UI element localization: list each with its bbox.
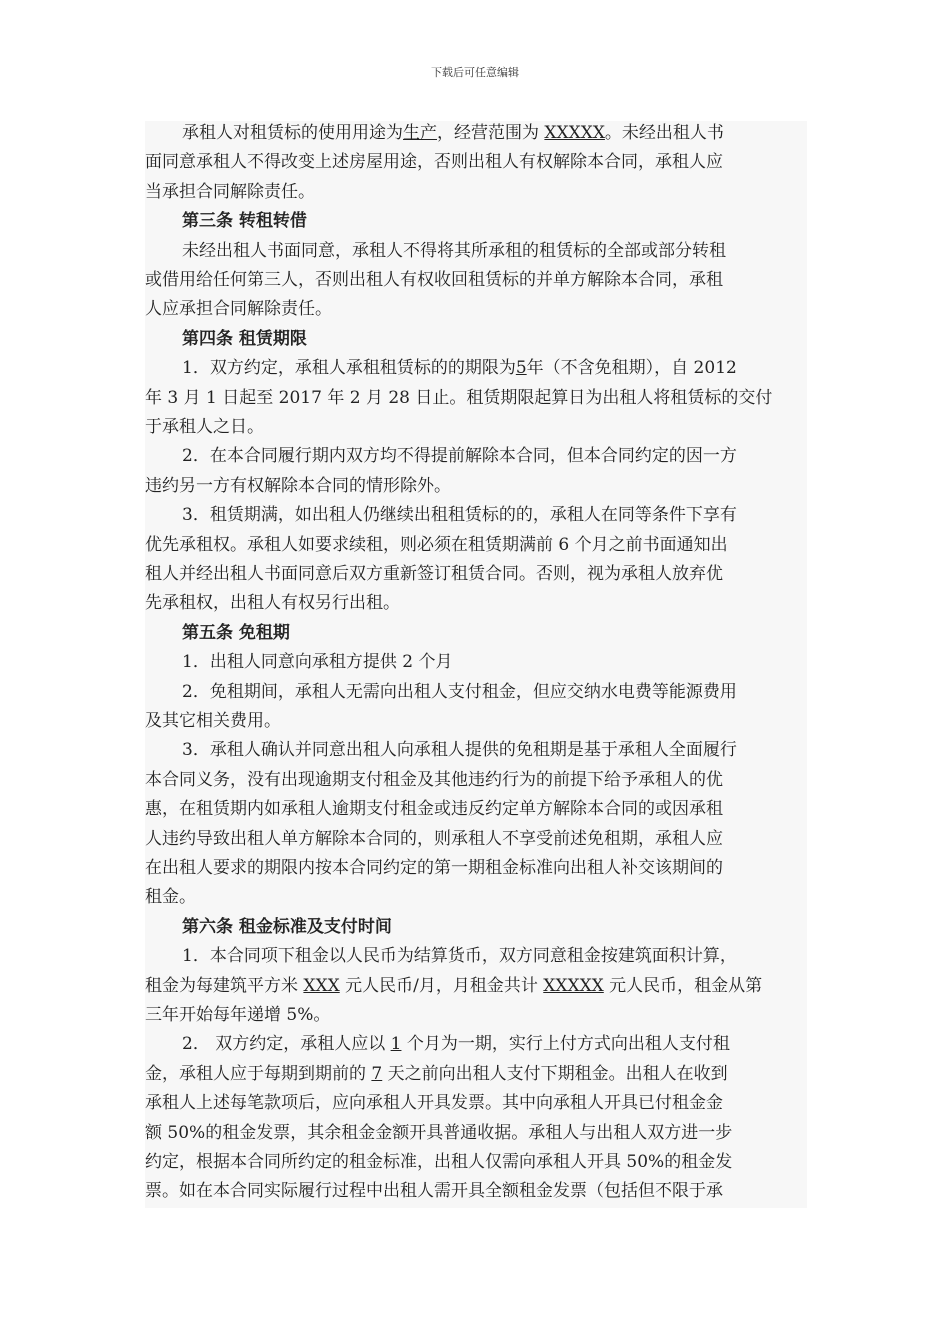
text-run: 本合同义务，没有出现逾期支付租金及其他违约行为的前提下给予承租人的优 bbox=[145, 769, 723, 790]
text-run: 1．双方约定，承租人承租租赁标的的期限为 bbox=[182, 358, 516, 379]
text-run: 及其它相关费用。 bbox=[145, 711, 281, 731]
text-run: 承租人对租赁标的使用用途为 bbox=[182, 123, 403, 143]
text-run: 惠，在租赁期内如承租人逾期支付租金或违反约定单方解除本合同的或因承租 bbox=[145, 799, 723, 820]
text-run: ，经营范围为 bbox=[437, 123, 545, 143]
paragraph-line bbox=[145, 1062, 728, 1086]
paragraph-line bbox=[145, 1179, 723, 1203]
paragraph-line bbox=[145, 180, 315, 204]
paragraph-line bbox=[145, 150, 723, 174]
text-run: 2．免租期间，承租人无需向出租人支付租金，但应交纳水电费等能源费用 bbox=[182, 681, 737, 702]
text-run: 金，承租人应于每期到期前的 bbox=[145, 1063, 372, 1084]
underlined-field: 5 bbox=[515, 358, 527, 379]
text-run: 2． 双方约定，承租人应以 bbox=[182, 1034, 391, 1055]
paragraph-line bbox=[145, 709, 281, 733]
paragraph-line bbox=[145, 533, 728, 557]
text-run: 约定，根据本合同所约定的租金标准，出租人仅需向承租人开具 50%的租金发 bbox=[145, 1152, 733, 1172]
text-run: 当承担合同解除责任。 bbox=[145, 181, 315, 202]
text-run: 租人并经出租人书面同意后双方重新签订租赁合同。否则，视为承租人放弃优 bbox=[145, 564, 723, 584]
text-run: 第五条 免租期 bbox=[182, 622, 290, 643]
text-run: 元人民币/月，月租金共计 bbox=[339, 975, 544, 996]
text-run: 违约另一方有权解除本合同的情形除外。 bbox=[145, 475, 451, 496]
text-run: 租金为每建筑平方米 bbox=[145, 975, 304, 996]
section-heading bbox=[182, 915, 392, 939]
paragraph-line bbox=[182, 944, 737, 968]
section-heading bbox=[182, 327, 307, 351]
text-run: 面同意承租人不得改变上述房屋用途，否则出租人有权解除本合同，承租人应 bbox=[145, 152, 723, 173]
text-run: 1．本合同项下租金以人民币为结算货币，双方同意租金按建筑面积计算， bbox=[182, 946, 737, 967]
underlined-field: XXX bbox=[303, 975, 340, 996]
document-body bbox=[145, 121, 807, 1208]
paragraph-line bbox=[145, 1121, 732, 1145]
paragraph-line bbox=[182, 503, 737, 527]
paragraph-line bbox=[145, 827, 723, 851]
text-run: 在出租人要求的期限内按本合同约定的第一期租金标准向出租人补交该期间的 bbox=[145, 858, 723, 878]
paragraph-line bbox=[182, 1032, 730, 1056]
paragraph-line bbox=[145, 415, 264, 439]
section-heading bbox=[182, 621, 290, 645]
text-run: 承租人上述每笔款项后，应向承租人开具发票。其中向承租人开具已付租金金 bbox=[145, 1093, 723, 1114]
text-run: 人违约导致出租人单方解除本合同的，则承租人不享受前述免租期，承租人应 bbox=[145, 828, 723, 849]
paragraph-line bbox=[145, 474, 451, 498]
paragraph-line bbox=[145, 797, 723, 821]
text-run: 优先承租权。承租人如要求续租，则必须在租赁期满前 6 个月之前书面通知出 bbox=[145, 534, 728, 555]
text-run: 元人民币，租金从第 bbox=[603, 975, 763, 996]
page-header: 下载后可任意编辑 bbox=[431, 66, 519, 79]
text-run: 三年开始每年递增 5%。 bbox=[145, 1005, 331, 1025]
text-run: 年 3 月 1 日起至 2017 年 2 月 28 日止。租赁期限起算日为出租人将租赁标的交付 bbox=[145, 387, 773, 408]
text-run: 个月为一期，实行上付方式向出租人支付租 bbox=[401, 1034, 730, 1055]
paragraph-line bbox=[182, 239, 726, 263]
paragraph-line bbox=[145, 1003, 330, 1027]
paragraph-line bbox=[145, 386, 772, 410]
underlined-field: 7 bbox=[371, 1063, 383, 1084]
text-run: 人应承担合同解除责任。 bbox=[145, 299, 332, 320]
text-run: 第六条 租金标准及支付时间 bbox=[182, 916, 392, 937]
text-run: 或借用给任何第三人，否则出租人有权收回租赁标的并单方解除本合同，承租 bbox=[145, 270, 723, 290]
text-run: 票。如在本合同实际履行过程中出租人需开具全额租金发票（包括但不限于承 bbox=[145, 1181, 723, 1202]
paragraph-line bbox=[145, 885, 196, 909]
underlined-field: XXXXX bbox=[543, 975, 604, 996]
paragraph-line bbox=[145, 1150, 732, 1174]
text-run: 3．承租人确认并同意出租人向承租人提供的免租期是基于承租人全面履行 bbox=[182, 740, 737, 761]
text-run: 2．在本合同履行期内双方均不得提前解除本合同，但本合同约定的因一方 bbox=[182, 446, 737, 467]
text-run: 年（不含免租期），自 2012 bbox=[526, 358, 737, 379]
paragraph-line bbox=[145, 974, 762, 998]
paragraph-line bbox=[182, 444, 737, 468]
text-run: 先承租权，出租人有权另行出租。 bbox=[145, 593, 400, 614]
paragraph-line bbox=[182, 738, 737, 762]
paragraph-line bbox=[145, 297, 332, 321]
underlined-field: 1 bbox=[390, 1034, 402, 1055]
text-run: 第四条 租赁期限 bbox=[182, 328, 307, 349]
paragraph-line bbox=[145, 268, 723, 292]
text-run: 租金。 bbox=[145, 887, 196, 908]
paragraph-line bbox=[182, 356, 737, 380]
text-run: 额 50%的租金发票，其余租金金额开具普通收据。承租人与出租人双方进一步 bbox=[145, 1122, 733, 1143]
text-run: 第三条 转租转借 bbox=[182, 211, 307, 232]
paragraph-line bbox=[145, 856, 723, 880]
paragraph-line bbox=[145, 1091, 723, 1115]
underlined-field: XXXXX bbox=[544, 123, 605, 143]
text-run: 未经出租人书面同意，承租人不得将其所承租的租赁标的全部或部分转租 bbox=[182, 240, 726, 261]
section-heading bbox=[182, 209, 307, 233]
paragraph-line bbox=[182, 121, 724, 145]
text-run: 于承租人之日。 bbox=[145, 417, 264, 437]
paragraph-line bbox=[145, 768, 723, 792]
paragraph-line bbox=[145, 591, 400, 615]
text-run: 天之前向出租人支付下期租金。出租人在收到 bbox=[382, 1063, 728, 1084]
text-run: 3．租赁期满，如出租人仍继续出租租赁标的的，承租人在同等条件下享有 bbox=[182, 505, 737, 526]
text-run: 1．出租人同意向承租方提供 2 个月 bbox=[182, 652, 453, 673]
paragraph-line bbox=[182, 680, 737, 704]
paragraph-line bbox=[182, 650, 452, 674]
underlined-field: 生产 bbox=[403, 123, 437, 143]
text-run: 。未经出租人书 bbox=[604, 123, 724, 143]
paragraph-line bbox=[145, 562, 723, 586]
